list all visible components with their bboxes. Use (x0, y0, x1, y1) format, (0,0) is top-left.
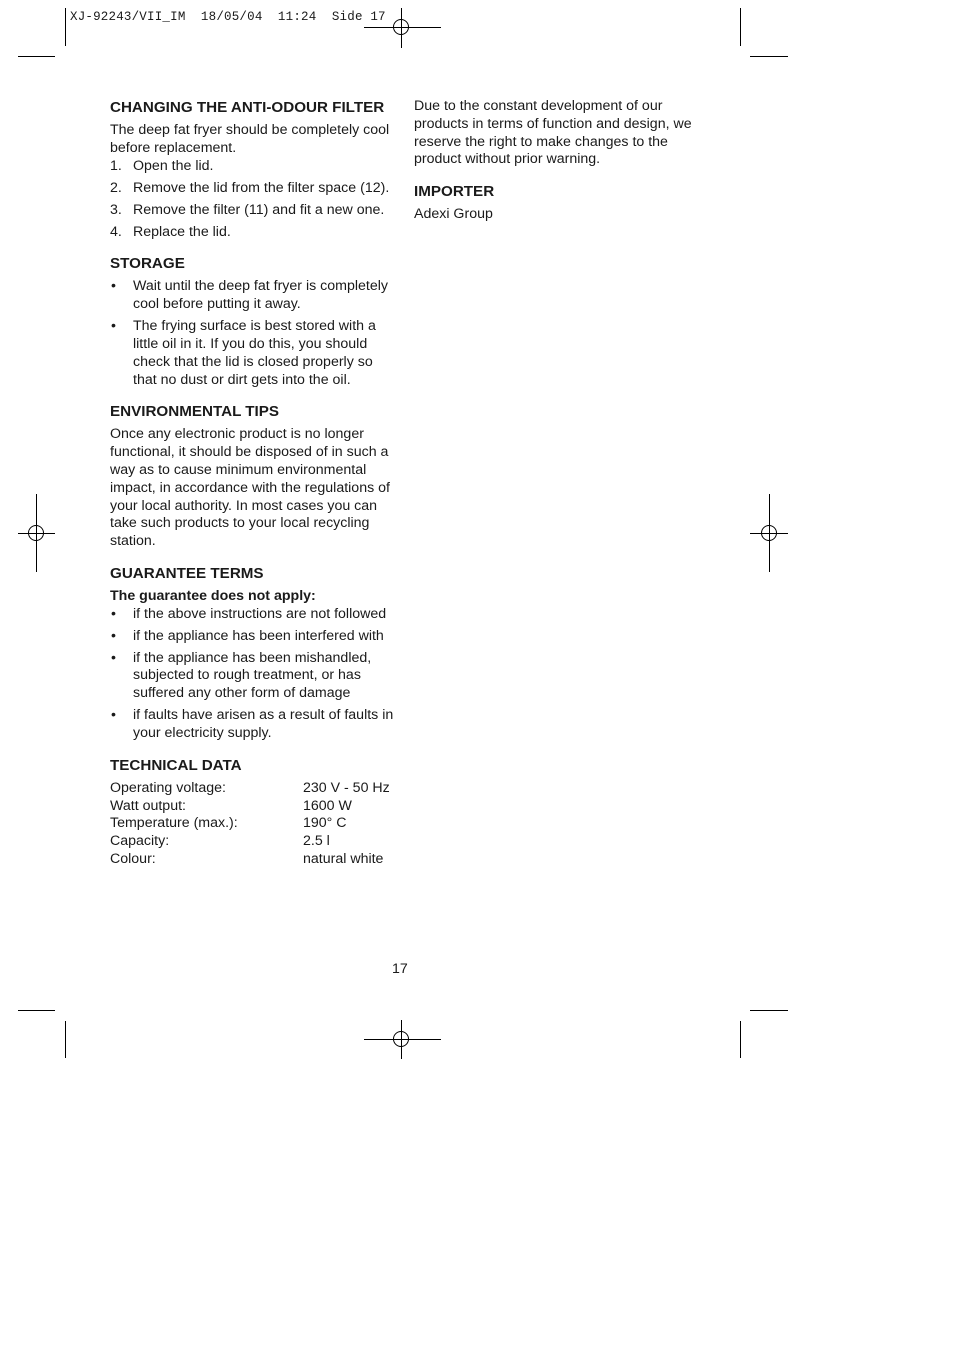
list-item (110, 224, 400, 242)
spec-value: 230 V - 50 Hz (303, 779, 390, 796)
bullet: • (111, 278, 116, 295)
spec-label: Operating voltage: (110, 779, 226, 796)
notice-section (414, 98, 694, 169)
bullet: • (111, 627, 116, 644)
environment-heading: ENVIRONMENTAL TIPS (110, 403, 280, 421)
left-column (110, 98, 400, 882)
list-item-text: if the appliance has been interfered with (133, 627, 384, 644)
list-item (110, 180, 400, 198)
list-item-text: if the above instructions are not followed (133, 605, 387, 622)
list-item (110, 628, 400, 646)
step-text: Remove the lid from the filter space (12). (133, 179, 390, 196)
table-row (110, 833, 390, 851)
list-item-text: Wait until the deep fat fryer is completely cool before putting it away. (133, 278, 388, 313)
spec-value: 2.5 l (303, 833, 330, 850)
table-row (110, 780, 390, 798)
guarantee-subheading: The guarantee does not apply: (110, 587, 316, 604)
print-slug: XJ-92243/VII_IM 18/05/04 11:24 Side 17 (70, 10, 386, 24)
guarantee-section (110, 564, 400, 743)
filter-heading: CHANGING THE ANTI-ODOUR FILTER (110, 99, 385, 116)
list-item (110, 158, 400, 176)
step-number: 2. (110, 179, 122, 196)
list-item (110, 606, 400, 624)
filter-section (110, 98, 400, 241)
page-number: 17 (392, 961, 408, 977)
guarantee-heading: GUARANTEE TERMS (110, 564, 264, 582)
environment-text: Once any electronic product is no longer functional, it should be disposed of in such a way as to cause minimum environmental impact, in accordance with the regulations of your local authority. In most cases you can take such products to your local recycling station. (110, 426, 390, 550)
spec-label: Capacity: (110, 833, 170, 850)
technical-section (110, 756, 400, 869)
notice-text: Due to the constant development of our products in terms of function and design, we reserve the right to make changes to the product without prior warning. (414, 98, 692, 168)
spec-value: 1600 W (303, 797, 352, 814)
list-item-text: if the appliance has been mishandled, subjected to rough treatment, or has suffered any other form of damage (133, 649, 372, 702)
right-column (414, 98, 694, 237)
step-number: 1. (110, 157, 122, 174)
technical-heading: TECHNICAL DATA (110, 756, 242, 774)
list-item-text: The frying surface is best stored with a little oil in it. If you do this, you should check that the lid is closed properly so that no dust or dirt gets into the oil. (133, 318, 376, 388)
storage-heading: STORAGE (110, 255, 185, 273)
spec-label: Watt output: (110, 797, 186, 814)
storage-section (110, 254, 400, 389)
guarantee-list (110, 606, 400, 743)
spec-value: 190° C (303, 815, 347, 832)
list-item (110, 318, 400, 389)
list-item (110, 278, 400, 314)
storage-list (110, 278, 400, 389)
spec-label: Colour: (110, 851, 156, 868)
bullet: • (111, 707, 116, 724)
spec-value: natural white (303, 851, 384, 868)
filter-intro: The deep fat fryer should be completely cool before replacement. (110, 122, 390, 156)
step-number: 3. (110, 201, 122, 218)
spec-label: Temperature (max.): (110, 815, 238, 832)
bullet: • (111, 605, 116, 622)
step-text: Open the lid. (133, 157, 214, 174)
environment-section (110, 402, 400, 551)
table-row (110, 798, 390, 816)
importer-name: Adexi Group (414, 206, 493, 223)
list-item-text: if faults have arisen as a result of faults in your electricity supply. (133, 707, 394, 742)
list-item (110, 202, 400, 220)
table-row (110, 815, 390, 833)
list-item (110, 650, 400, 703)
step-number: 4. (110, 223, 122, 240)
table-row (110, 851, 390, 869)
step-text: Replace the lid. (133, 223, 231, 240)
filter-steps (110, 158, 400, 242)
step-text: Remove the filter (11) and fit a new one. (133, 201, 385, 218)
bullet: • (111, 318, 116, 335)
importer-heading: IMPORTER (414, 183, 495, 201)
bullet: • (111, 649, 116, 666)
importer-section (414, 182, 694, 224)
technical-table (110, 780, 390, 869)
list-item (110, 707, 400, 743)
